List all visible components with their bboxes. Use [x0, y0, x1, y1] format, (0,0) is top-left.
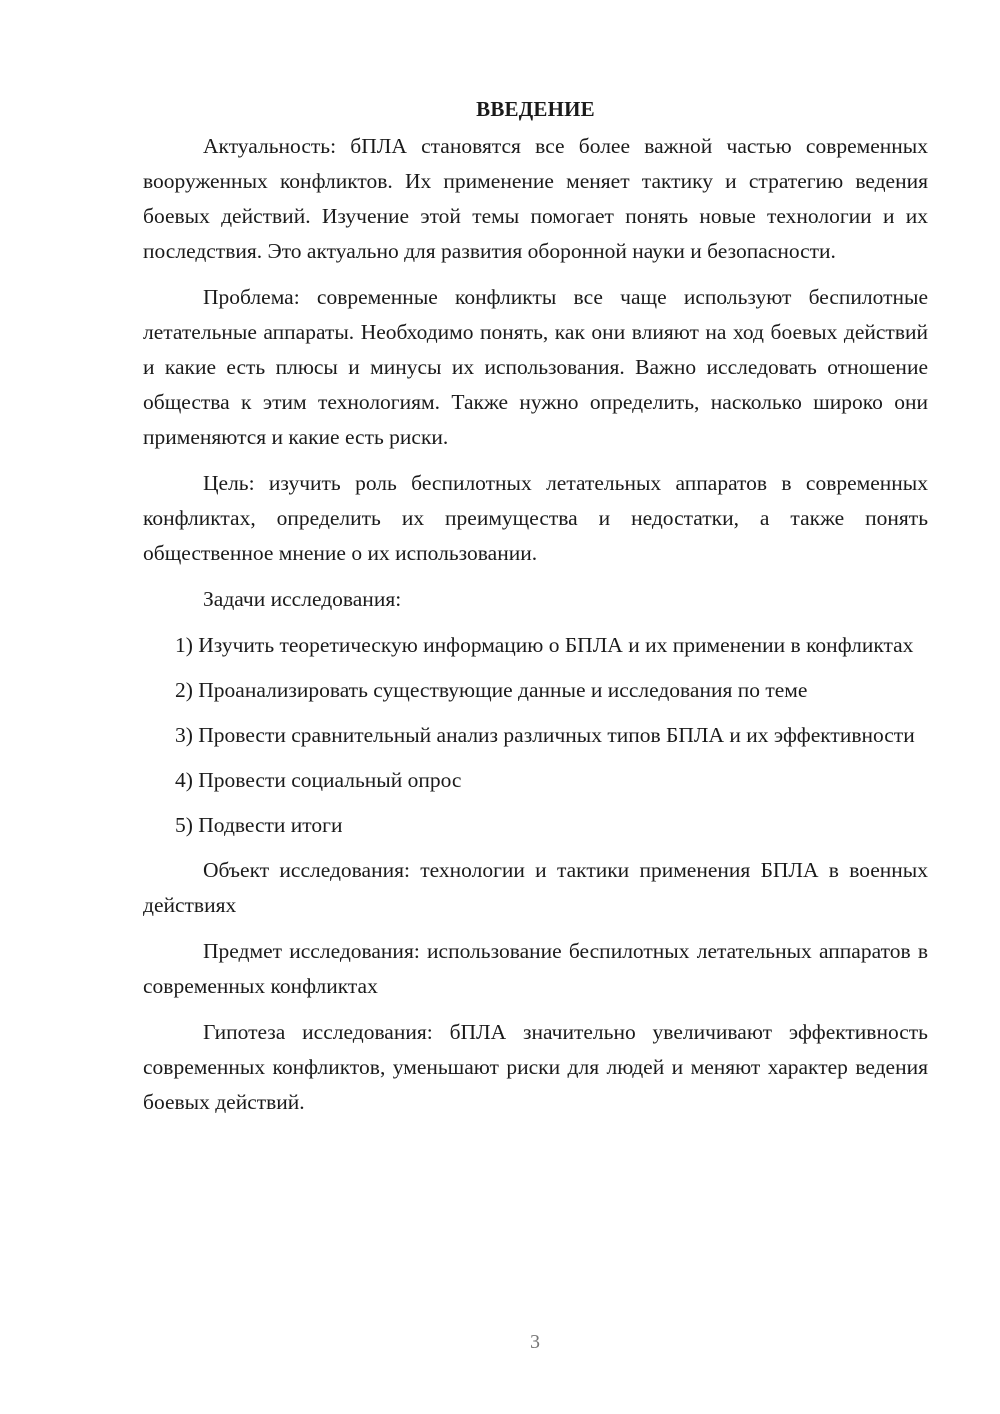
- list-item: 4) Провести социальный опрос: [175, 768, 462, 792]
- hypothesis-paragraph: Гипотеза исследования: бПЛА значительно увеличивают эффективность современных конфликтов, уменьшают риски для людей и меняют характер ведения боевых действий.: [143, 1020, 928, 1114]
- page-title: ВВЕДЕНИЕ: [476, 97, 595, 121]
- tasks-list: [143, 628, 928, 843]
- page-number: 3: [530, 1331, 540, 1353]
- list-item: 3) Провести сравнительный анализ различных типов БПЛА и их эффективности: [175, 723, 915, 747]
- tasks-heading: Задачи исследования:: [203, 587, 402, 611]
- list-item: 5) Подвести итоги: [175, 813, 343, 837]
- list-item: 2) Проанализировать существующие данные и исследования по теме: [175, 678, 808, 702]
- relevance-paragraph: Актуальность: бПЛА становятся все более важной частью современных вооруженных конфликтов. Их применение меняет тактику и стратегию ведения боевых действий. Изучение этой темы помогает понять новые технологии и их последствия. Это актуально для развития оборонной науки и безопасности.: [143, 134, 928, 263]
- problem-paragraph: Проблема: современные конфликты все чаще используют беспилотные летательные аппараты. Необходимо понять, как они влияют на ход боевых действий и какие есть плюсы и минусы их использования. Важно исследовать отношение общества к этим технологиям. Также нужно определить, насколько широко они применяются и какие есть риски.: [143, 285, 928, 449]
- document-page: [143, 92, 928, 1131]
- subject-paragraph: Предмет исследования: использование беспилотных летательных аппаратов в современных конфликтах: [143, 939, 928, 998]
- list-item: 1) Изучить теоретическую информацию о БПЛА и их применении в конфликтах: [175, 633, 914, 657]
- goal-paragraph: Цель: изучить роль беспилотных летательных аппаратов в современных конфликтах, определить их преимущества и недостатки, а также понять общественное мнение о их использовании.: [143, 471, 928, 565]
- object-paragraph: Объект исследования: технологии и тактики применения БПЛА в военных действиях: [143, 858, 928, 917]
